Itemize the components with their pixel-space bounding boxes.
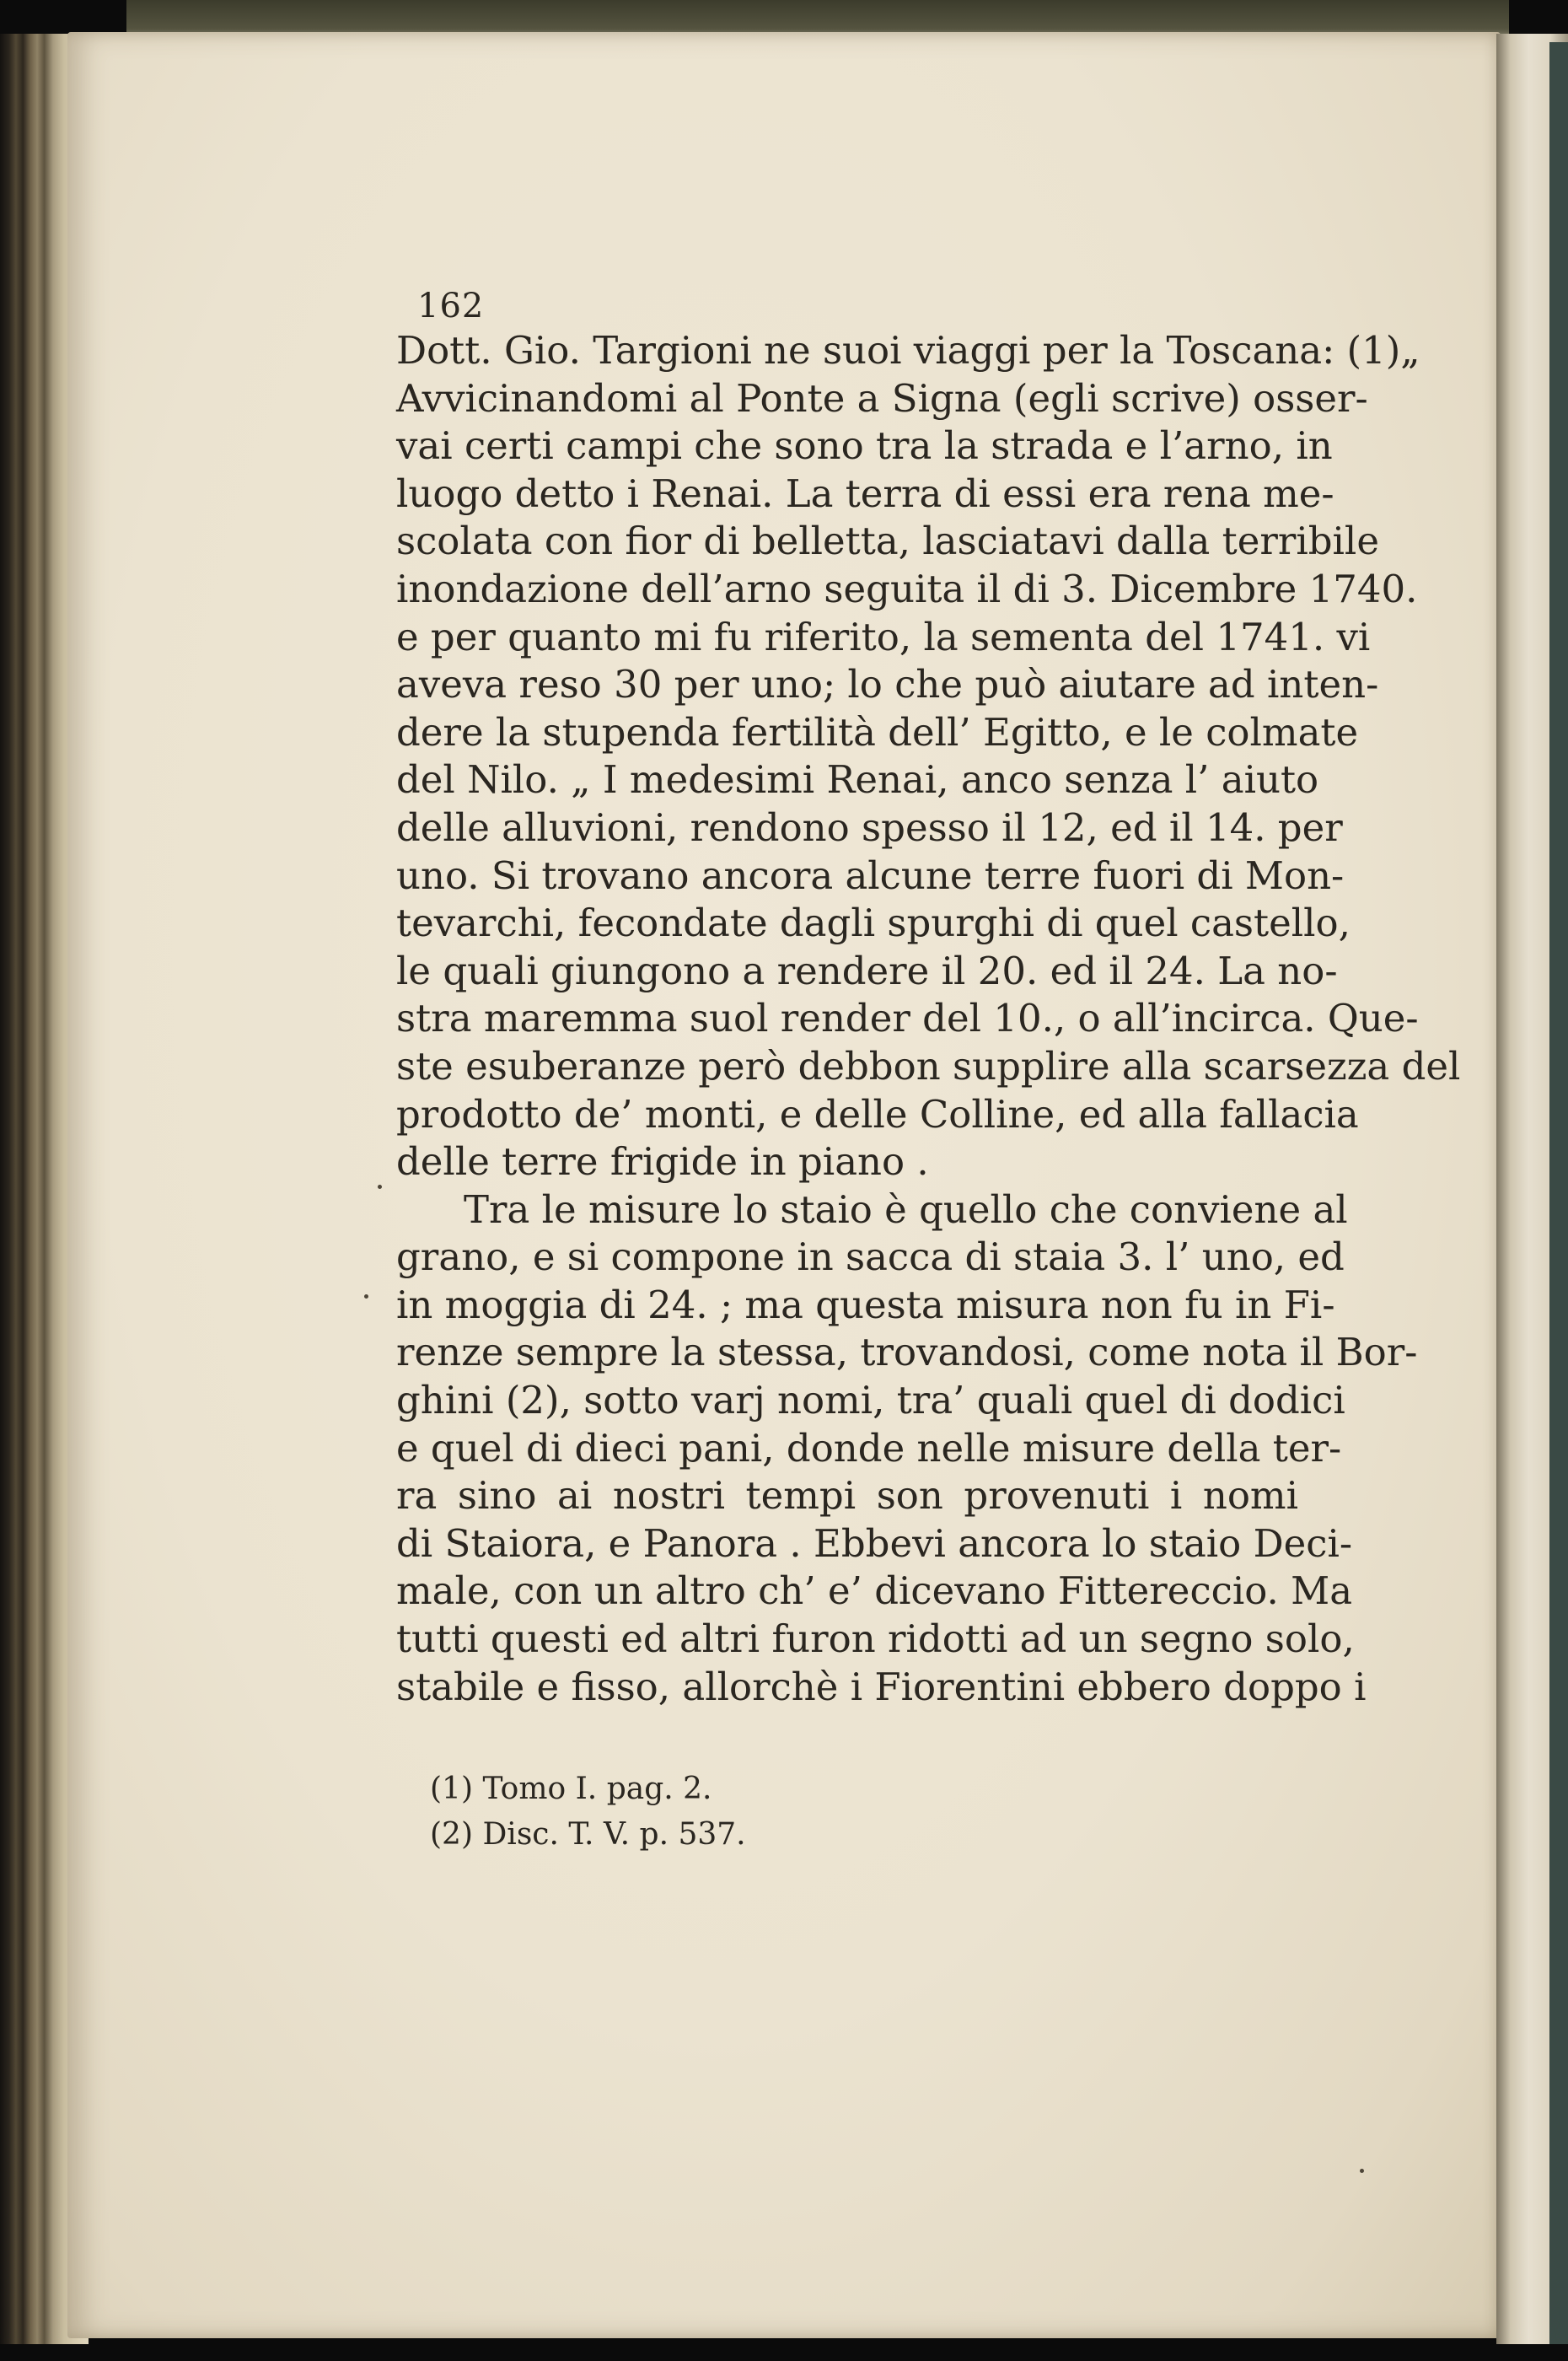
text-line: in moggia di 24. ; ma questa misura non fu in Fi-: [396, 1282, 1335, 1327]
text-line: aveva reso 30 per uno; lo che può aiutare ad inten-: [396, 662, 1379, 707]
text-line: grano, e si compone in sacca di staia 3. l’ uno, ed: [396, 1234, 1345, 1280]
text-line: inondazione dell’arno seguita il di 3. Dicembre 1740.: [396, 566, 1418, 611]
text-line: prodotto de’ monti, e delle Colline, ed alla fallacia: [396, 1091, 1359, 1137]
paper-speck: [1360, 2169, 1364, 2173]
text-line: delle terre frigide in piano .: [396, 1139, 929, 1185]
paper-speck: [364, 1294, 368, 1299]
text-line: di Staiora, e Panora . Ebbevi ancora lo staio Deci-: [396, 1520, 1353, 1566]
paragraph-1: [396, 327, 1461, 1186]
body-text: [396, 327, 1461, 1711]
paragraph-2: [396, 1186, 1418, 1712]
text-line: e quel di dieci pani, donde nelle misure della ter-: [396, 1425, 1342, 1471]
footnote-2: (2) Disc. T. V. p. 537.: [430, 1817, 746, 1852]
text-line: Avvicinandomi al Ponte a Signa (egli scrive) osser-: [396, 375, 1368, 421]
text-line: vai certi campi che sono tra la strada e l’arno, in: [396, 423, 1333, 469]
text-line: renze sempre la stessa, trovandosi, come nota il Bor-: [396, 1330, 1418, 1375]
text-line: stra maremma suol render del 10., o all’incirca. Que-: [396, 996, 1419, 1041]
text-line: scolata con fior di belletta, lasciatavi dalla terribile: [396, 519, 1379, 564]
text-line: ste esuberanze però debbon supplire alla scarsezza del: [396, 1043, 1461, 1089]
text-line: e per quanto mi fu riferito, la sementa del 1741. vi: [396, 614, 1371, 659]
text-line: le quali giungono a rendere il 20. ed il 24. La no-: [396, 948, 1338, 993]
text-line: tevarchi, fecondate dagli spurghi di quel castello,: [396, 901, 1351, 946]
text-line: del Nilo. „ I medesimi Renai, anco senza l’ aiuto: [396, 757, 1319, 803]
text-line: Dott. Gio. Targioni ne suoi viaggi per la Toscana: (1)„: [396, 328, 1420, 373]
page-number: 162: [417, 287, 485, 325]
text-line: tutti questi ed altri furon ridotti ad un segno solo,: [396, 1616, 1355, 1662]
text-line: ra sino ai nostri tempi son provenuti i nomi: [396, 1473, 1298, 1519]
text-line: stabile e fisso, allorchè i Fiorentini ebbero doppo i: [396, 1664, 1367, 1709]
footnote-1: (1) Tomo I. pag. 2.: [430, 1772, 712, 1806]
binding-edge: [1549, 42, 1568, 2344]
text-line: uno. Si trovano ancora alcune terre fuori di Mon-: [396, 852, 1345, 898]
text-line: dere la stupenda fertilità dell’ Egitto, e le colmate: [396, 709, 1359, 755]
paper-speck: [378, 1185, 382, 1189]
text-line: delle alluvioni, rendono spesso il 12, ed il 14. per: [396, 804, 1343, 850]
text-line: male, con un altro ch’ e’ dicevano Fittereccio. Ma: [396, 1568, 1353, 1614]
text-line: ghini (2), sotto varj nomi, tra’ quali quel di dodici: [396, 1378, 1345, 1423]
text-line: luogo detto i Renai. La terra di essi era rena me-: [396, 471, 1334, 516]
footnotes: [430, 1767, 1020, 1858]
text-line: Tra le misure lo staio è quello che conviene al: [464, 1186, 1348, 1232]
